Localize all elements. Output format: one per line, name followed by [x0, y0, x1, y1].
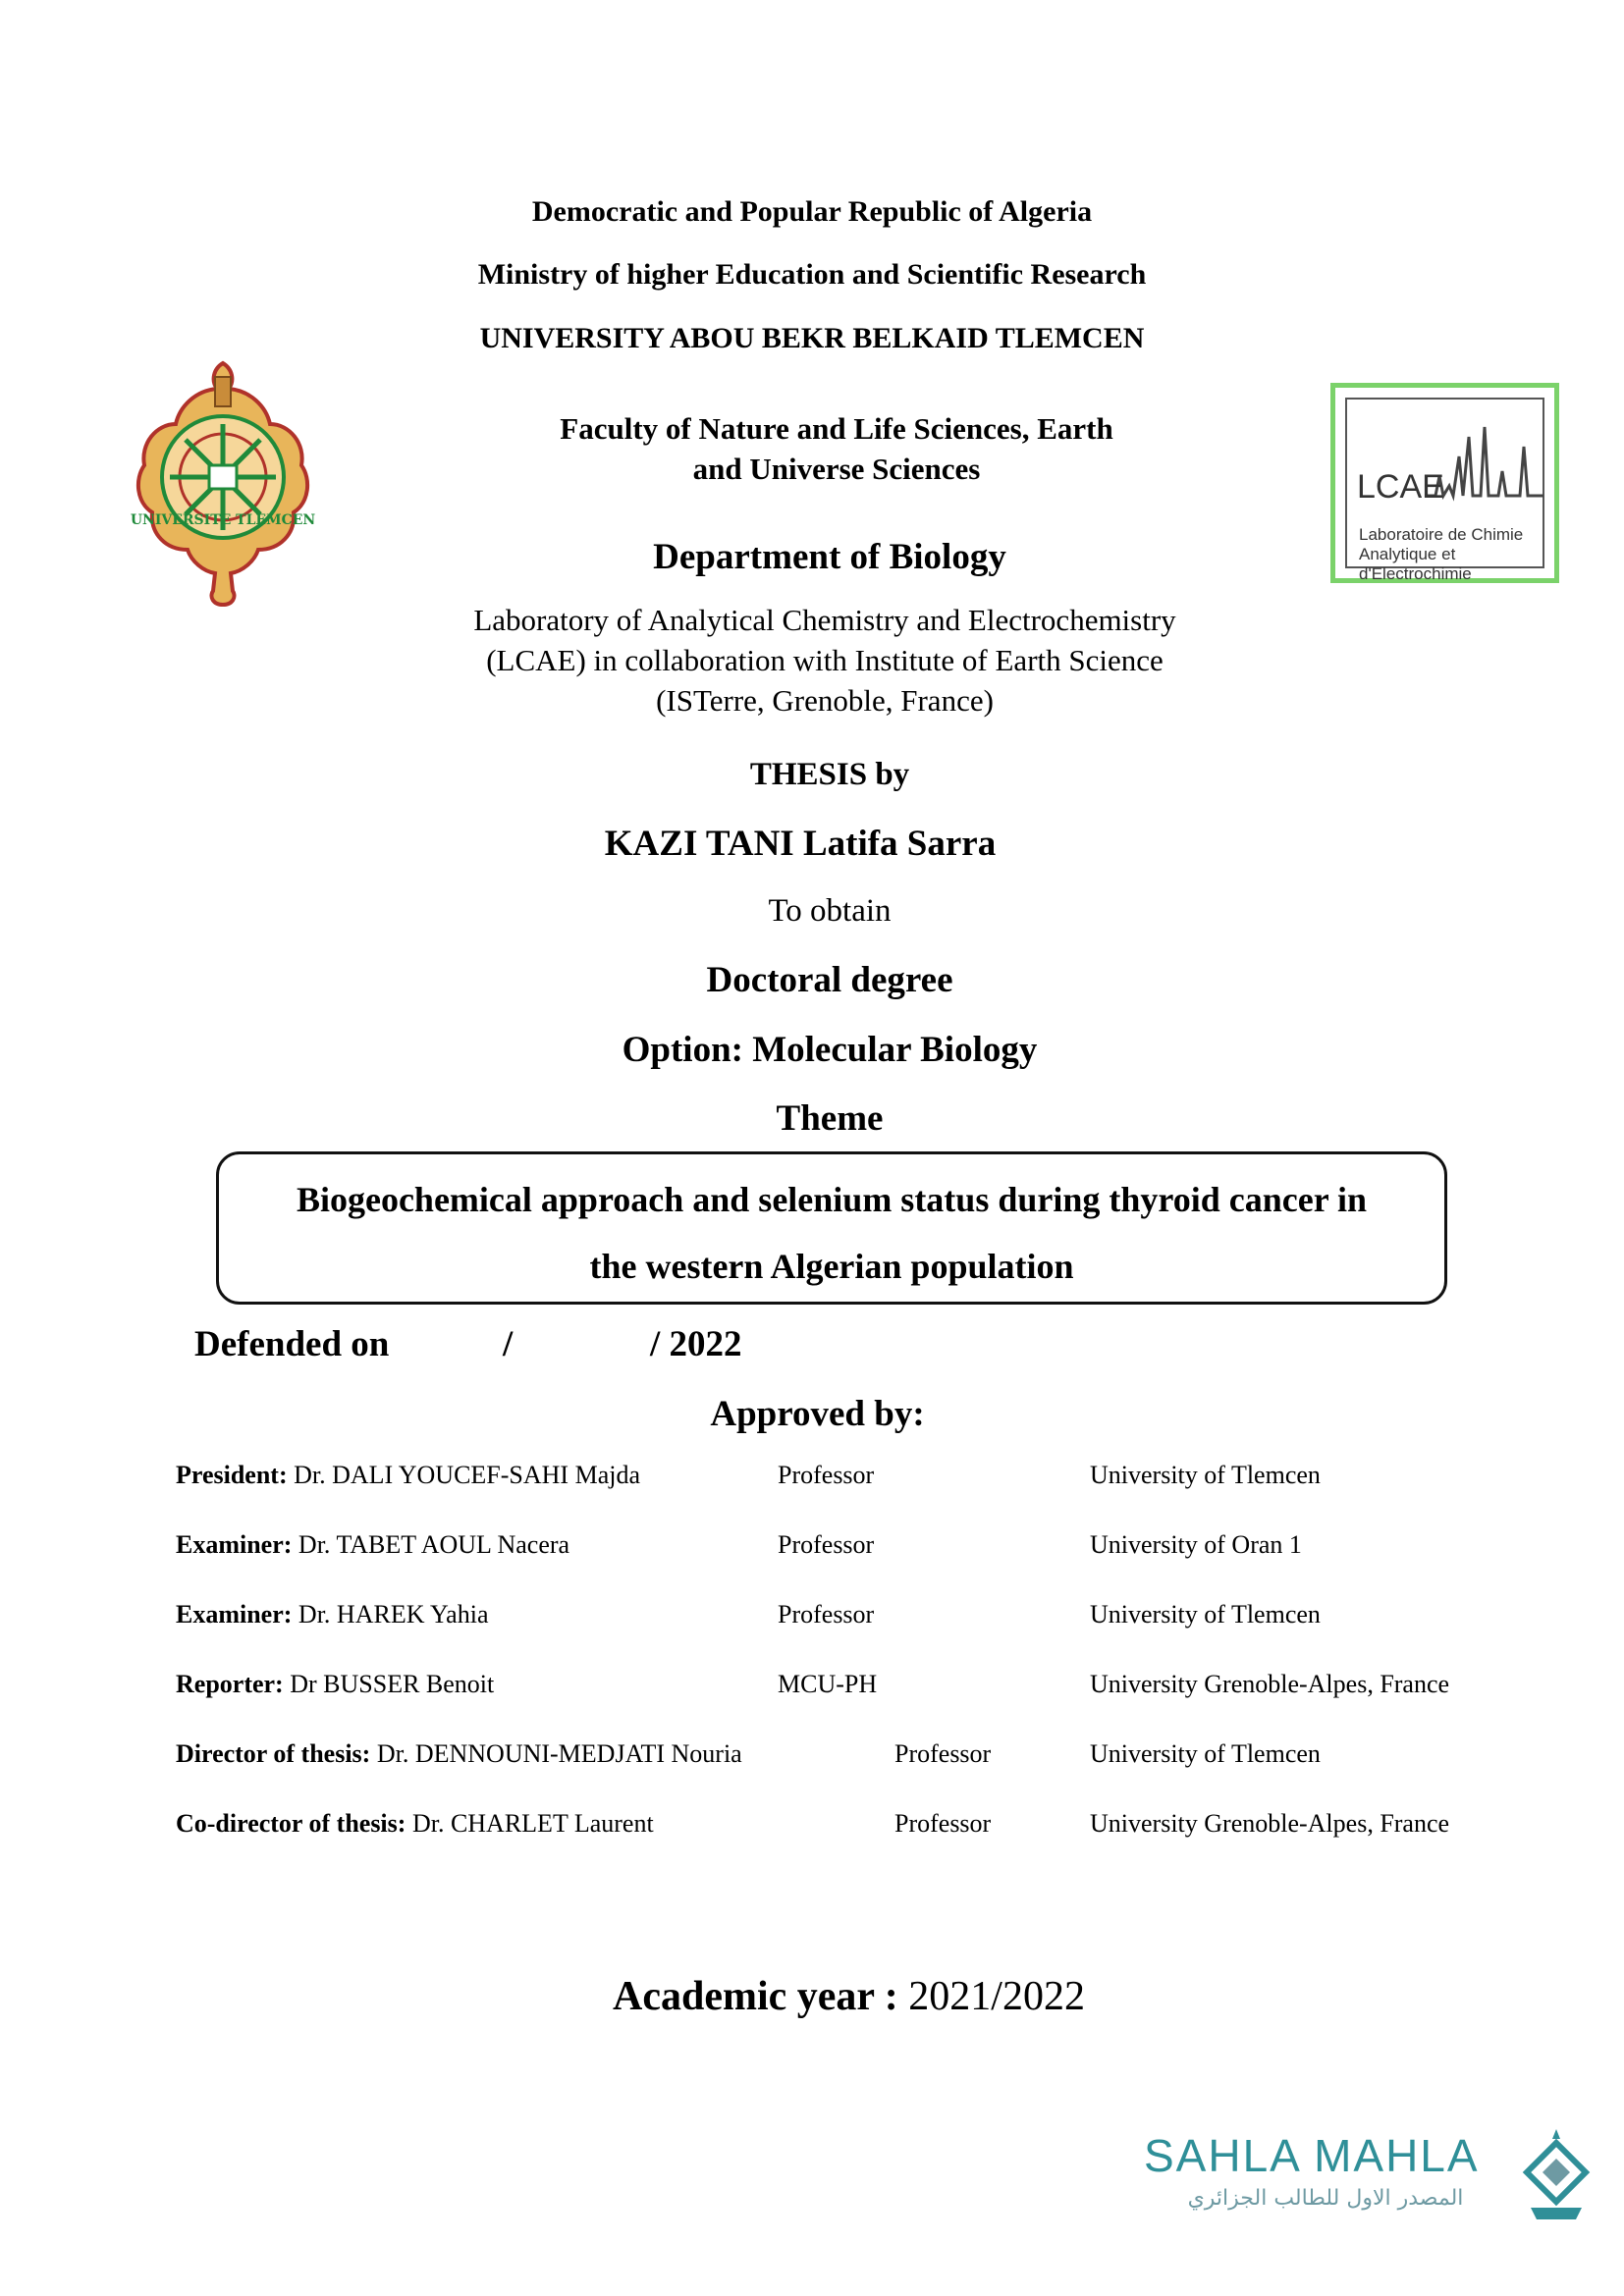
jury-institution: University Grenoble-Alpes, France [1090, 1809, 1450, 1838]
theme-label: Theme [776, 1098, 884, 1139]
header-university: UNIVERSITY ABOU BEKR BELKAID TLEMCEN [479, 322, 1145, 354]
laboratory-info: Laboratory of Analytical Chemistry and Electrochemistry (LCAE) in collaboration with Institute of Earth Science (ISTerre, Grenoble, France) [473, 603, 1176, 718]
jury-rank: Professor [894, 1739, 992, 1768]
jury-institution: University Grenoble-Alpes, France [1090, 1670, 1450, 1698]
jury-row: Reporter: Dr BUSSER Benoit [176, 1670, 495, 1698]
defense-date-separator: / [503, 1324, 514, 1364]
jury-institution: University of Tlemcen [1090, 1739, 1321, 1768]
academic-year: Academic year : 2021/2022 [613, 1974, 1085, 2019]
lcae-subtitle: Laboratoire de Chimie Analytique et d'Electrochimie [1359, 525, 1524, 583]
jury-rank: Professor [894, 1809, 992, 1838]
author-name: KAZI TANI Latifa Sarra [604, 824, 997, 864]
jury-row: Director of thesis: Dr. DENNOUNI-MEDJATI Nouria [176, 1739, 742, 1768]
theme-title: Biogeochemical approach and selenium status during thyroid cancer in the western Algerian population [296, 1180, 1368, 1286]
lcae-logo-icon [1330, 383, 1559, 583]
department-title: Department of Biology [653, 537, 1006, 577]
sahla-mahla-title: SAHLA MAHLA [1144, 2130, 1480, 2181]
defended-on-label: Defended on [194, 1324, 390, 1364]
approved-by-heading: Approved by: [710, 1394, 925, 1434]
jury-row: Examiner: Dr. TABET AOUL Nacera [176, 1530, 570, 1559]
jury-rank: Professor [778, 1600, 875, 1629]
university-seal-icon [131, 355, 315, 607]
faculty-name: Faculty of Nature and Life Sciences, Earth and Universe Sciences [560, 411, 1113, 486]
lcae-title: LCAE [1357, 468, 1444, 506]
sahla-mahla-logo-icon [1144, 2125, 1596, 2233]
sahla-mahla-subtitle: المصدر الاول للطالب الجزائري [1187, 2186, 1464, 2211]
jury-row: Co-director of thesis: Dr. CHARLET Laurent [176, 1809, 654, 1838]
jury-rank: Professor [778, 1461, 875, 1489]
seal-text: UNIVERSITE TLEMCEN [131, 512, 315, 528]
jury-institution: University of Tlemcen [1090, 1600, 1321, 1629]
jury-institution: University of Tlemcen [1090, 1461, 1321, 1489]
defense-date-year: / 2022 [650, 1324, 742, 1364]
jury-row: President: Dr. DALI YOUCEF-SAHI Majda [176, 1461, 641, 1489]
thesis-by-label: THESIS by [749, 757, 910, 792]
jury-institution: University of Oran 1 [1090, 1530, 1302, 1559]
jury-row: Examiner: Dr. HAREK Yahia [176, 1600, 489, 1629]
to-obtain-label: To obtain [768, 893, 892, 929]
jury-rank: MCU-PH [778, 1670, 878, 1698]
header-country: Democratic and Popular Republic of Algeria [531, 195, 1093, 228]
degree-title: Doctoral degree [706, 960, 953, 1000]
header-ministry: Ministry of higher Education and Scientific Research [477, 258, 1147, 291]
option-title: Option: Molecular Biology [622, 1030, 1038, 1070]
jury-rank: Professor [778, 1530, 875, 1559]
